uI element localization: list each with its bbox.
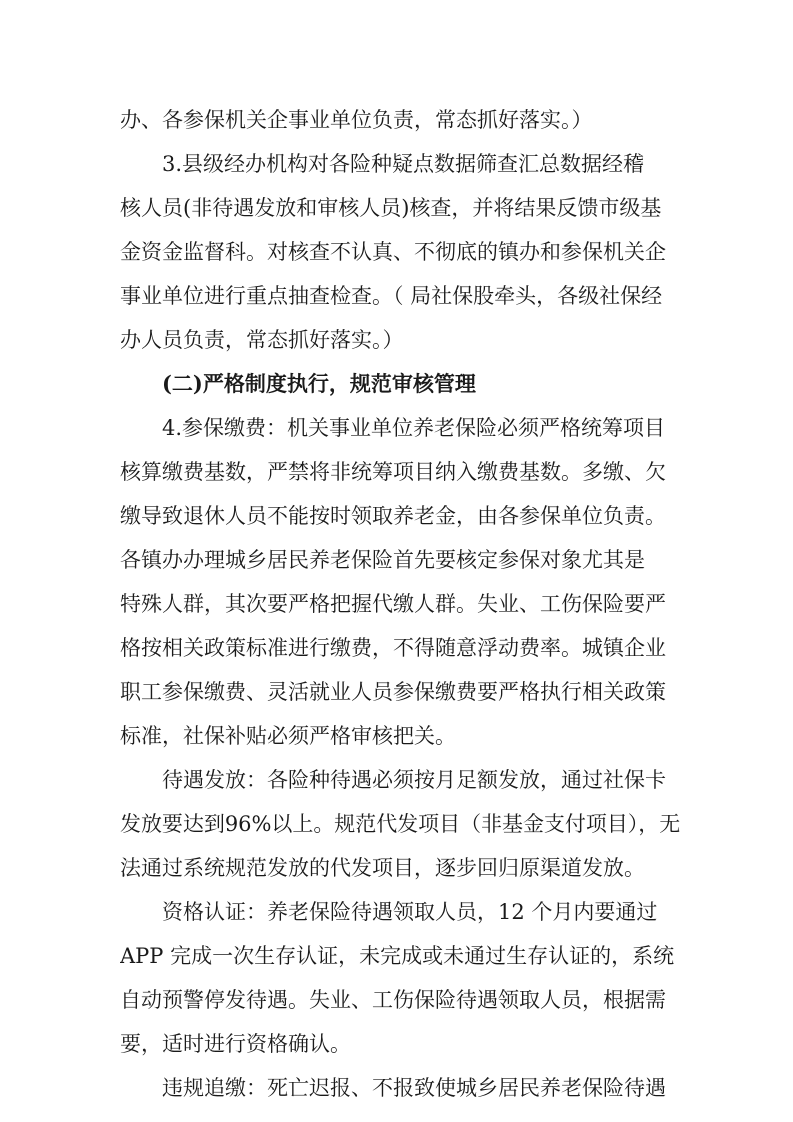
text-line: 办人员负责，常态抓好落实。） <box>120 328 404 352</box>
text-line: 格按相关政策标准进行缴费，不得随意浮动费率。城镇企业 <box>120 636 666 660</box>
text-line: APP 完成一次生存认证，未完成或未通过生存认证的，系统 <box>120 944 675 968</box>
text-line: 违规追缴：死亡迟报、不报致使城乡居民养老保险待遇 <box>162 1076 666 1100</box>
text-line: 职工参保缴费、灵活就业人员参保缴费要严格执行相关政策 <box>120 680 666 704</box>
text-line: 要，适时进行资格确认。 <box>120 1032 351 1056</box>
text-line: 标准，社保补贴必须严格审核把关。 <box>120 724 456 748</box>
section-heading: (二)严格制度执行，规范审核管理 <box>162 371 476 396</box>
text-line: 核人员(非待遇发放和审核人员)核查，并将结果反馈市级基 <box>120 196 662 220</box>
text-line: 4.参保缴费：机关事业单位养老保险必须严格统筹项目 <box>162 416 666 440</box>
text-line: 资格认证：养老保险待遇领取人员，12 个月内要通过 <box>162 900 658 924</box>
text-line: 法通过系统规范发放的代发项目，逐步回归原渠道发放。 <box>120 856 645 880</box>
text-line: 特殊人群，其次要严格把握代缴人群。失业、工伤保险要严 <box>120 592 666 616</box>
text-line: 3.县级经办机构对各险种疑点数据筛查汇总数据经稽 <box>162 152 645 176</box>
text-line: 金资金监督科。对核查不认真、不彻底的镇办和参保机关企 <box>120 240 666 264</box>
document-page <box>120 98 680 1110</box>
text-line: 待遇发放：各险种待遇必须按月足额发放，通过社保卡 <box>162 768 666 792</box>
text-line: 事业单位进行重点抽查检查。（ 局社保股牵头，各级社保经 <box>120 284 663 308</box>
text-line: 核算缴费基数，严禁将非统筹项目纳入缴费基数。多缴、欠 <box>120 460 666 484</box>
text-line: 发放要达到96%以上。规范代发项目（非基金支付项目），无 <box>120 812 680 836</box>
text-line: 自动预警停发待遇。失业、工伤保险待遇领取人员，根据需 <box>120 988 666 1012</box>
text-line: 办、各参保机关企事业单位负责，常态抓好落实。） <box>120 108 593 132</box>
text-line: 缴导致退休人员不能按时领取养老金，由各参保单位负责。 <box>120 504 666 528</box>
text-line: 各镇办办理城乡居民养老保险首先要核定参保对象尤其是 <box>120 548 645 572</box>
